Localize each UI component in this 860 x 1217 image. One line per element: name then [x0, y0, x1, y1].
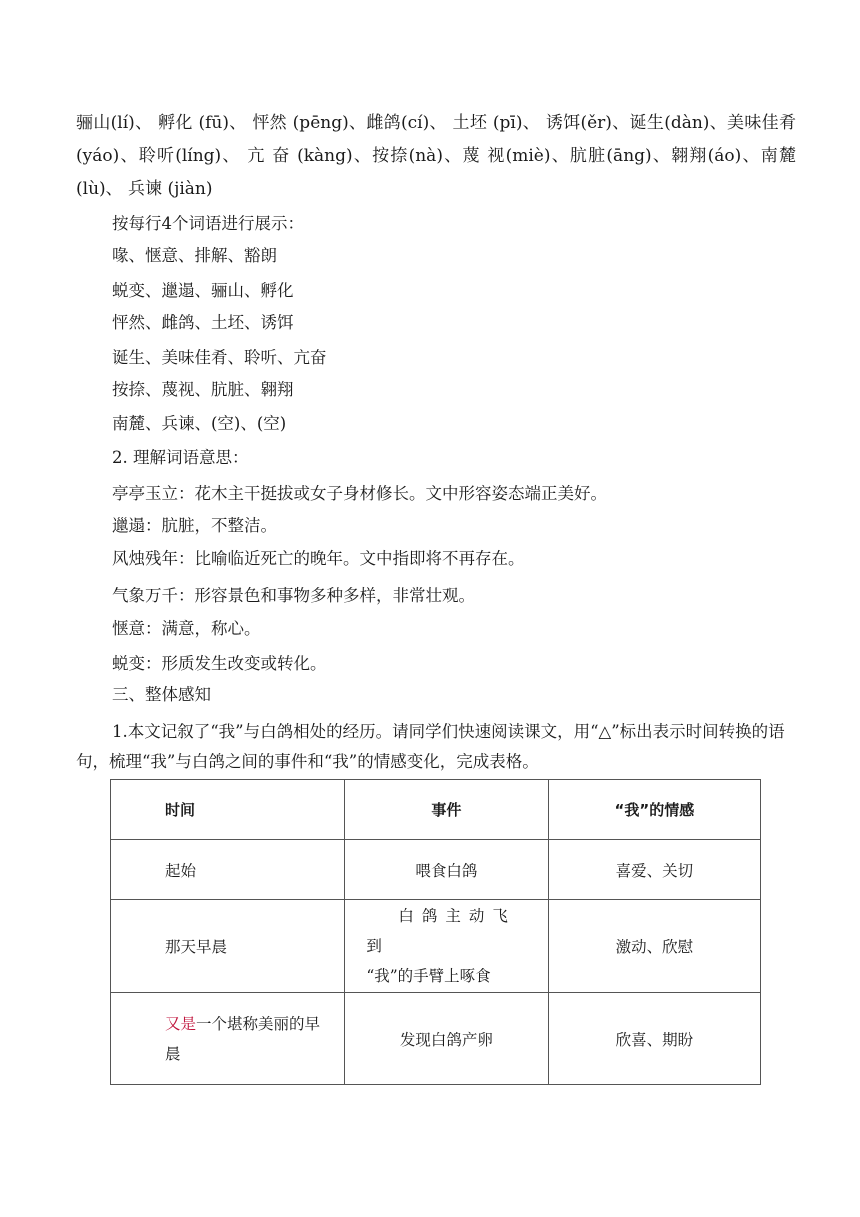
word-row-4: 诞生、美味佳肴、聆听、亢奋: [112, 348, 327, 367]
cell-emotion: 欣喜、期盼: [548, 993, 760, 1085]
cell-event: 喂食白鸽: [344, 840, 548, 900]
word-row-3: 怦然、雌鸽、土坯、诱饵: [112, 313, 294, 332]
cell-emotion: 激动、欣慰: [548, 900, 760, 993]
definition-4: 气象万千：形容景色和事物多种多样，非常壮观。: [112, 586, 475, 605]
cell-time: 起始: [111, 840, 345, 900]
word-row-6: 南麓、兵谏、(空)、(空): [112, 414, 287, 433]
table-row: [111, 900, 761, 993]
cell-event: 发现白鸽产卵: [344, 993, 548, 1085]
word-row-5: 按捺、蔑视、肮脏、翱翔: [112, 380, 294, 399]
task-paragraph: [76, 717, 796, 777]
header-event: 事件: [344, 780, 548, 840]
header-emotion: “我”的情感: [548, 780, 760, 840]
highlighted-text: 又是: [165, 1014, 197, 1033]
definition-1: 亭亭玉立：花木主干挺拔或女子身材修长。文中形容姿态端正美好。: [112, 484, 607, 503]
event-line-2: “我”的手臂上啄食: [366, 967, 491, 985]
list-intro: 按每行4个词语进行展示：: [112, 214, 304, 233]
table-row: [111, 993, 761, 1085]
definition-6: 蜕变：形质发生改变或转化。: [112, 654, 327, 673]
cell-time: [111, 993, 345, 1085]
section-heading-overall: 三、整体感知: [112, 685, 211, 704]
event-line-1: 白鸽主动飞到: [366, 907, 516, 955]
definition-2: 邋遢：肮脏，不整洁。: [112, 516, 277, 535]
time-text: 一个堪称美丽的早晨: [165, 1014, 321, 1063]
word-row-2: 蜕变、邋遢、骊山、孵化: [112, 281, 294, 300]
table-row: [111, 840, 761, 900]
table-header-row: [111, 780, 761, 840]
cell-emotion: 喜爱、关切: [548, 840, 760, 900]
task-text: 1.本文记叙了“我”与白鸽相处的经历。请同学们快速阅读课文，用“△”标出表示时间转换的语句，梳理“我”与白鸽之间的事件和“我”的情感变化，完成表格。: [76, 722, 785, 771]
word-row-1: 喙、惬意、排解、豁朗: [112, 246, 277, 265]
emotion-table: [110, 779, 761, 1085]
header-time: 时间: [111, 780, 345, 840]
cell-time: 那天早晨: [111, 900, 345, 993]
pinyin-paragraph: 骊山(lí)、 孵化 (fū)、 怦然 (pēng)、雌鸽(cí)、 土坯 (pī)、 诱饵(ěr)、诞生(dàn)、美味佳肴(yáo)、聆听(líng)、 亢 奋 (kàng)、按捺(nà)、蔑 视(miè)、肮脏(āng)、翱翔(áo)、南麓 (lù)、 兵谏 (jiàn): [76, 113, 796, 199]
section-heading-meaning: 2. 理解词语意思：: [112, 448, 249, 467]
definition-3: 风烛残年：比喻临近死亡的晚年。文中指即将不再存在。: [112, 549, 525, 568]
cell-event: [344, 900, 548, 993]
definition-5: 惬意：满意，称心。: [112, 619, 261, 638]
